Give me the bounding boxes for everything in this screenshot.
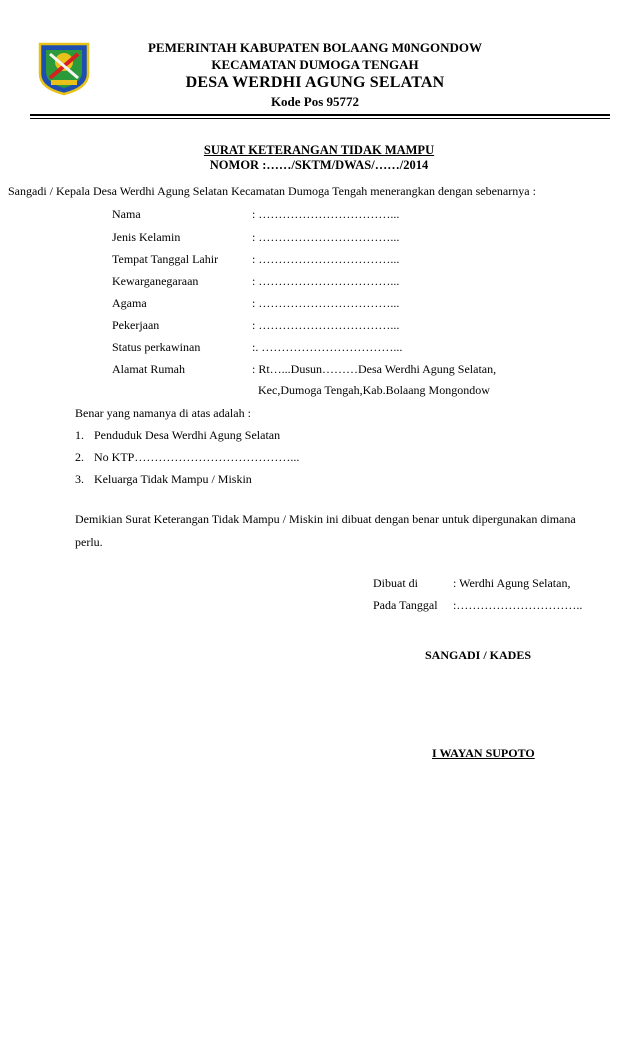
field-label: Nama (112, 207, 141, 221)
list-text: Keluarga Tidak Mampu / Miskin (94, 472, 252, 486)
field-row-gender (112, 230, 632, 250)
field-value: : ……………………………... (252, 252, 400, 266)
list-number: 1. (75, 428, 84, 442)
made-at-label: Dibuat di (373, 576, 418, 590)
field-value: : ……………………………... (252, 230, 400, 244)
made-date-row (373, 598, 582, 613)
closing-paragraph: Demikian Surat Keterangan Tidak Mampu / Miskin ini dibuat dengan benar untuk dipergunakan dimana (75, 512, 576, 526)
list-number: 2. (75, 450, 84, 464)
made-date-value: :………………………….. (453, 598, 583, 612)
field-row-birth (112, 252, 632, 272)
field-row-occupation (112, 318, 632, 338)
header-district: KECAMATAN DUMOGA TENGAH (211, 57, 419, 72)
field-label: Jenis Kelamin (112, 230, 181, 244)
field-row-address (112, 362, 632, 382)
field-label: Tempat Tanggal Lahir (112, 252, 219, 266)
field-row-marital-status (112, 340, 632, 360)
address-continuation: Kec,Dumoga Tengah,Kab.Bolaang Mongondow (258, 383, 490, 397)
field-value: : ……………………………... (252, 296, 400, 310)
field-row-religion (112, 296, 632, 316)
header-government: PEMERINTAH KABUPATEN BOLAANG M0NGONDOW (147, 40, 483, 55)
letter-title (0, 143, 638, 158)
list-item-poor-family (75, 472, 252, 487)
regency-emblem-icon (36, 40, 92, 96)
made-at-row (373, 576, 570, 591)
field-value: : ……………………………... (252, 274, 400, 288)
field-label: Pekerjaan (112, 318, 160, 332)
intro-paragraph: Sangadi / Kepala Desa Werdhi Agung Selatan Kecamatan Dumoga Tengah menerangkan dengan sebenarnya : (8, 184, 536, 198)
letter-title-text: SURAT KETERANGAN TIDAK MAMPU (203, 143, 435, 157)
closing-paragraph-end: perlu. (75, 535, 103, 549)
field-row-citizenship (112, 274, 632, 294)
list-item-resident (75, 428, 280, 443)
statement-text: Benar yang namanya di atas adalah : (75, 406, 251, 420)
made-date-label: Pada Tanggal (373, 598, 438, 612)
field-value: :. ……………………………... (252, 340, 403, 354)
header-village: DESA WERDHI AGUNG SELATAN (185, 74, 445, 91)
header-divider-thick (30, 114, 610, 116)
header-divider-thin (30, 118, 610, 119)
letter-number: NOMOR :……/SKTM/DWAS/……/2014 (209, 158, 429, 172)
field-label: Kewarganegaraan (112, 274, 199, 288)
field-label: Agama (112, 296, 147, 310)
field-value: : Rt…...Dusun………Desa Werdhi Agung Selatan, (252, 362, 497, 376)
list-text: No KTP…………………………………... (94, 450, 300, 464)
field-value: : ……………………………... (252, 318, 400, 332)
field-label: Status perkawinan (112, 340, 201, 354)
field-row-name (112, 207, 632, 227)
list-number: 3. (75, 472, 84, 486)
header-postal-code: Kode Pos 95772 (270, 94, 360, 109)
list-text: Penduduk Desa Werdhi Agung Selatan (94, 428, 281, 442)
signatory-title: SANGADI / KADES (425, 648, 532, 662)
list-item-ktp (75, 450, 299, 465)
field-label: Alamat Rumah (112, 362, 185, 376)
made-at-value: : Werdhi Agung Selatan, (453, 576, 571, 590)
field-value: : ……………………………... (252, 207, 400, 221)
signatory-name: I WAYAN SUPOTO (432, 746, 535, 760)
